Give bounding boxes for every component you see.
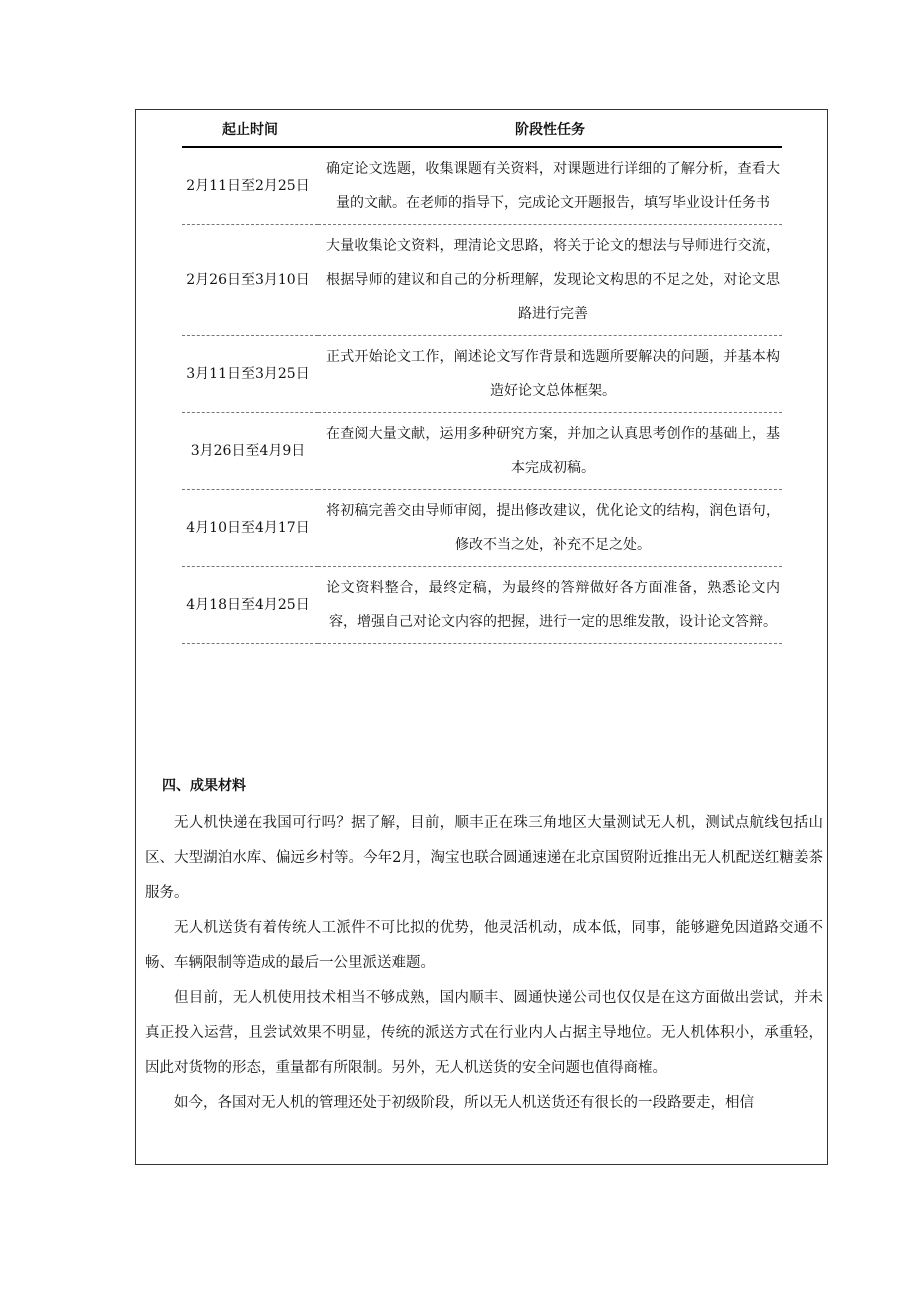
task-cell: 大量收集论文资料，理清论文思路，将关于论文的想法与导师进行交流，根据导师的建议和自己的分析理解，发现论文构思的不足之处，对论文思路进行完善: [318, 225, 782, 336]
task-cell: 在查阅大量文献，运用多种研究方案，并加之认真思考创作的基础上，基本完成初稿。: [318, 413, 782, 490]
task-cell: 确定论文选题，收集课题有关资料，对课题进行详细的了解分析，查看大量的文献。在老师的指导下，完成论文开题报告，填写毕业设计任务书: [318, 147, 782, 225]
paragraph: 如今，各国对无人机的管理还处于初级阶段，所以无人机送货还有很长的一段路要走，相信: [174, 1095, 754, 1111]
schedule-row: [182, 567, 782, 644]
schedule-row: [182, 336, 782, 413]
schedule-row: [182, 147, 782, 225]
period-cell: 4月18日至4月25日: [182, 567, 318, 644]
schedule-row: [182, 490, 782, 567]
task-cell: 将初稿完善交由导师审阅，提出修改建议，优化论文的结构，润色语句，修改不当之处，补充不足之处。: [318, 490, 782, 567]
schedule-row: [182, 413, 782, 490]
task-cell: 论文资料整合，最终定稿，为最终的答辩做好各方面准备，熟悉论文内容，增强自己对论文内容的把握，进行一定的思维发散，设计论文答辩。: [318, 567, 782, 644]
period-cell: 3月26日至4月9日: [182, 413, 318, 490]
header-period: 起止时间: [182, 112, 318, 147]
period-cell: 2月11日至2月25日: [182, 147, 318, 225]
schedule-header-row: [182, 112, 782, 147]
period-cell: 3月11日至3月25日: [182, 336, 318, 413]
task-cell: 正式开始论文工作，阐述论文写作背景和选题所要解决的问题，并基本构造好论文总体框架。: [318, 336, 782, 413]
paragraph: 无人机快递在我国可行吗？据了解，目前，顺丰正在珠三角地区大量测试无人机，测试点航线包括山区、大型湖泊水库、偏远乡村等。今年2月，淘宝也联合圆通速递在北京国贸附近推出无人机配送红糖姜茶服务。: [145, 815, 823, 901]
schedule-row: [182, 225, 782, 336]
period-cell: 2月26日至3月10日: [182, 225, 318, 336]
section-body: [145, 806, 823, 1121]
section-title: 四、成果材料: [162, 778, 246, 794]
paragraph: 无人机送货有着传统人工派件不可比拟的优势，他灵活机动，成本低，同事，能够避免因道路交通不畅、车辆限制等造成的最后一公里派送难题。: [145, 920, 823, 971]
header-task: 阶段性任务: [318, 112, 782, 147]
paragraph: 但目前，无人机使用技术相当不够成熟，国内顺丰、圆通快递公司也仅仅是在这方面做出尝试，并未真正投入运营，且尝试效果不明显，传统的派送方式在行业内人占据主导地位。无人机体积小，承重轻，因此对货物的形态，重量都有所限制。另外，无人机送货的安全问题也值得商榷。: [145, 990, 823, 1076]
period-cell: 4月10日至4月17日: [182, 490, 318, 567]
schedule-table: [182, 112, 782, 644]
